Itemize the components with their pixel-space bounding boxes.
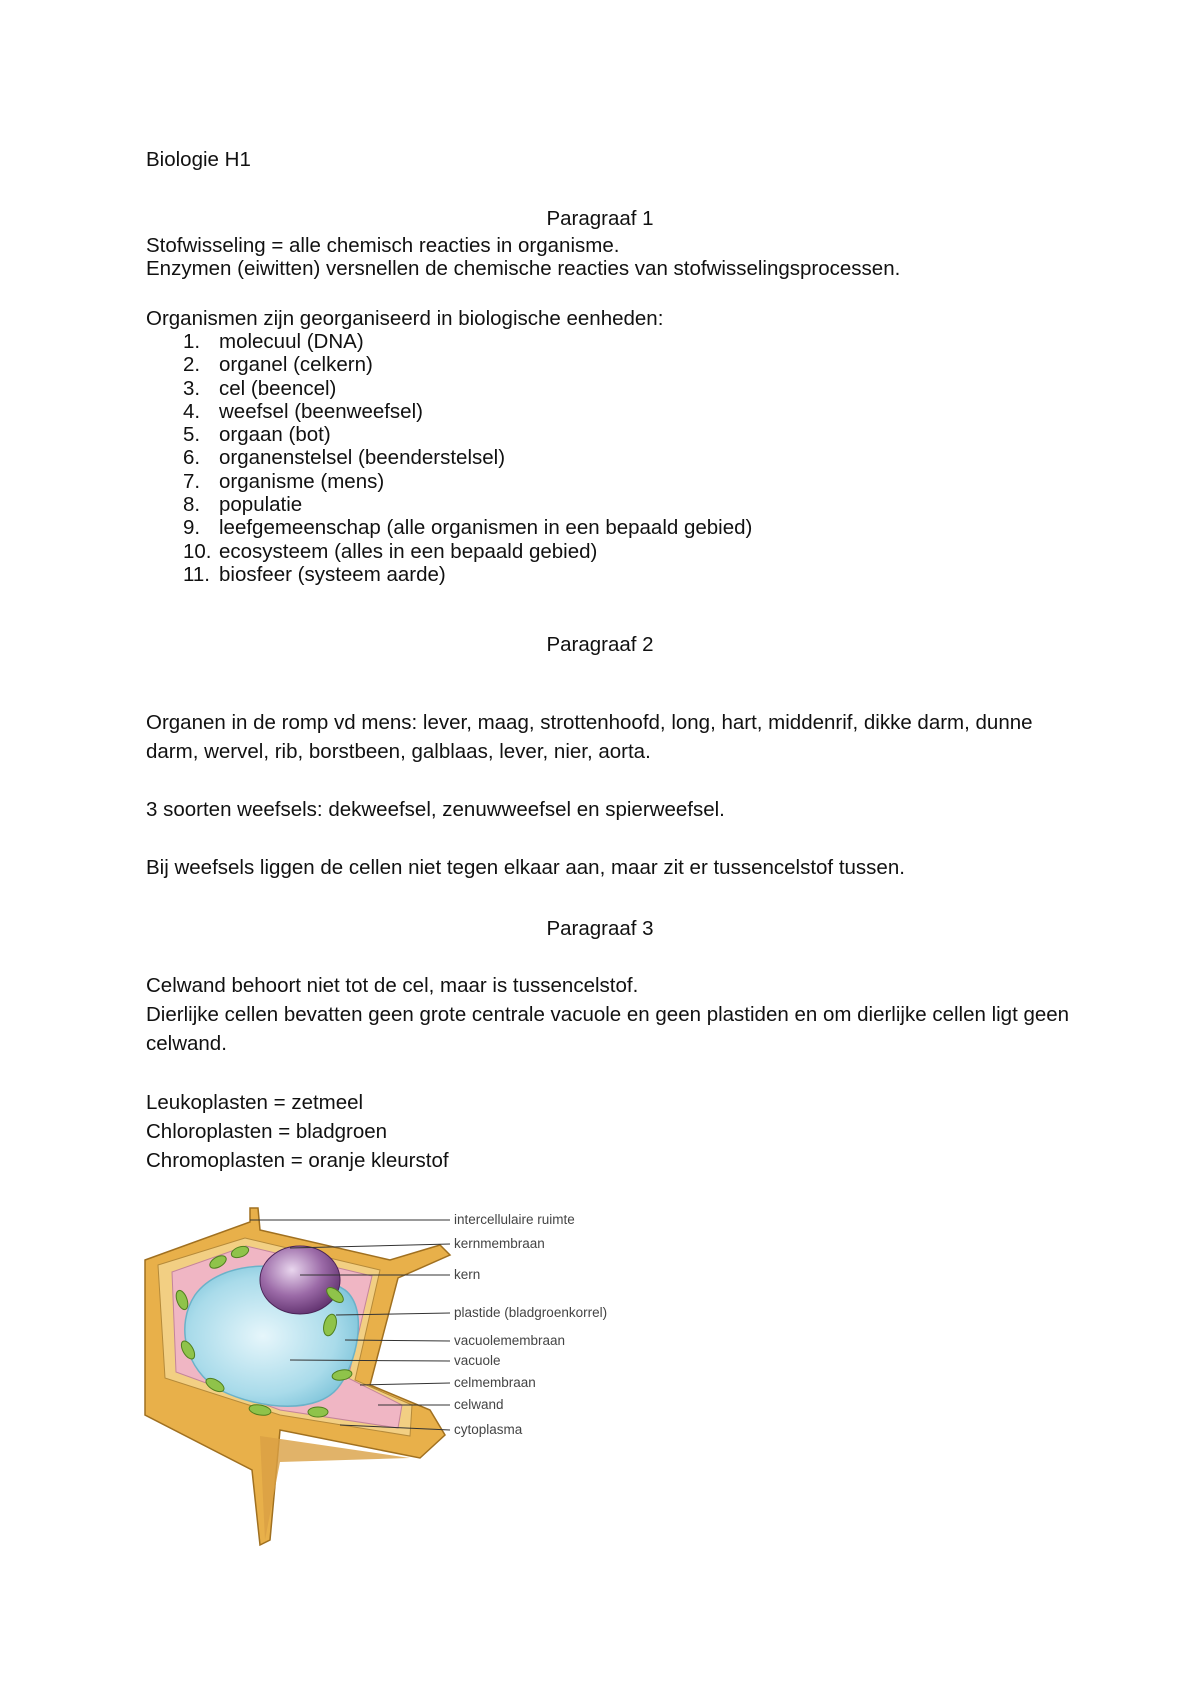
label-vacuole: vacuole [454,1353,501,1368]
label-celmembraan: celmembraan [454,1375,536,1390]
text-celwand: Celwand behoort niet tot de cel, maar is tussencelstof. [146,974,639,997]
text-dierlijke-cellen: Dierlijke cellen bevatten geen grote centrale vacuole en geen plastiden en om dierlijke cellen ligt geen celwand. [146,1003,1070,1055]
text-enzymen: Enzymen (eiwitten) versnellen de chemische reacties van stofwisselingsprocessen. [146,257,901,280]
text-leukoplasten: Leukoplasten = zetmeel [146,1091,364,1114]
label-plastide: plastide (bladgroenkorrel) [454,1305,608,1320]
text-weefsels: 3 soorten weefsels: dekweefsel, zenuwweefsel en spierweefsel. [146,798,725,821]
label-vacuolemembraan: vacuolemembraan [454,1333,566,1348]
text-stofwisseling: Stofwisseling = alle chemisch reacties in organisme. [146,234,620,257]
list-item: 3. cel (beencel) [183,376,337,400]
heading-paragraaf-2: Paragraaf 2 [546,633,654,656]
label-kern: kern [454,1267,481,1282]
list-item: 6. organenstelsel (beenderstelsel) [183,446,506,470]
text-chloroplasten: Chloroplasten = bladgroen [146,1120,388,1143]
text-tussencelstof: Bij weefsels liggen de cellen niet tegen elkaar aan, maar zit er tussencelstof tussen. [146,856,905,879]
list-item: 1. molecuul (DNA) [183,330,364,353]
list-item: 4. weefsel (beenweefsel) [183,399,423,423]
nucleus [260,1246,340,1314]
label-celwand: celwand [454,1397,504,1412]
label-intercellulaire-ruimte: intercellulaire ruimte [454,1212,575,1227]
list-item: 8. populatie [183,493,303,517]
list-item: 7. organisme (mens) [183,469,385,493]
biological-units-list [183,330,752,586]
plant-cell-diagram [140,1200,680,1550]
heading-paragraaf-3: Paragraaf 3 [546,917,654,940]
list-item: 5. orgaan (bot) [183,423,331,447]
document-title: Biologie H1 [146,148,251,171]
heading-paragraaf-1: Paragraaf 1 [546,207,654,230]
text-organismen-intro: Organismen zijn georganiseerd in biologische eenheden: [146,307,664,330]
list-item: 9. leefgemeenschap (alle organismen in een bepaald gebied) [183,516,753,540]
label-kernmembraan: kernmembraan [454,1236,545,1251]
list-item: 2. organel (celkern) [183,353,373,377]
text-chromoplasten: Chromoplasten = oranje kleurstof [146,1149,449,1172]
text-organen: Organen in de romp vd mens: lever, maag, strottenhoofd, long, hart, middenrif, dikke darm, dunne darm, wervel, rib, borstbeen, galblaas, lever, nier, aorta. [146,711,1033,763]
label-cytoplasma: cytoplasma [454,1422,523,1437]
list-item: 11. biosfeer (systeem aarde) [183,562,446,586]
list-item: 10. ecosysteem (alles in een bepaald gebied) [183,539,598,563]
figure-labels [454,1212,607,1437]
